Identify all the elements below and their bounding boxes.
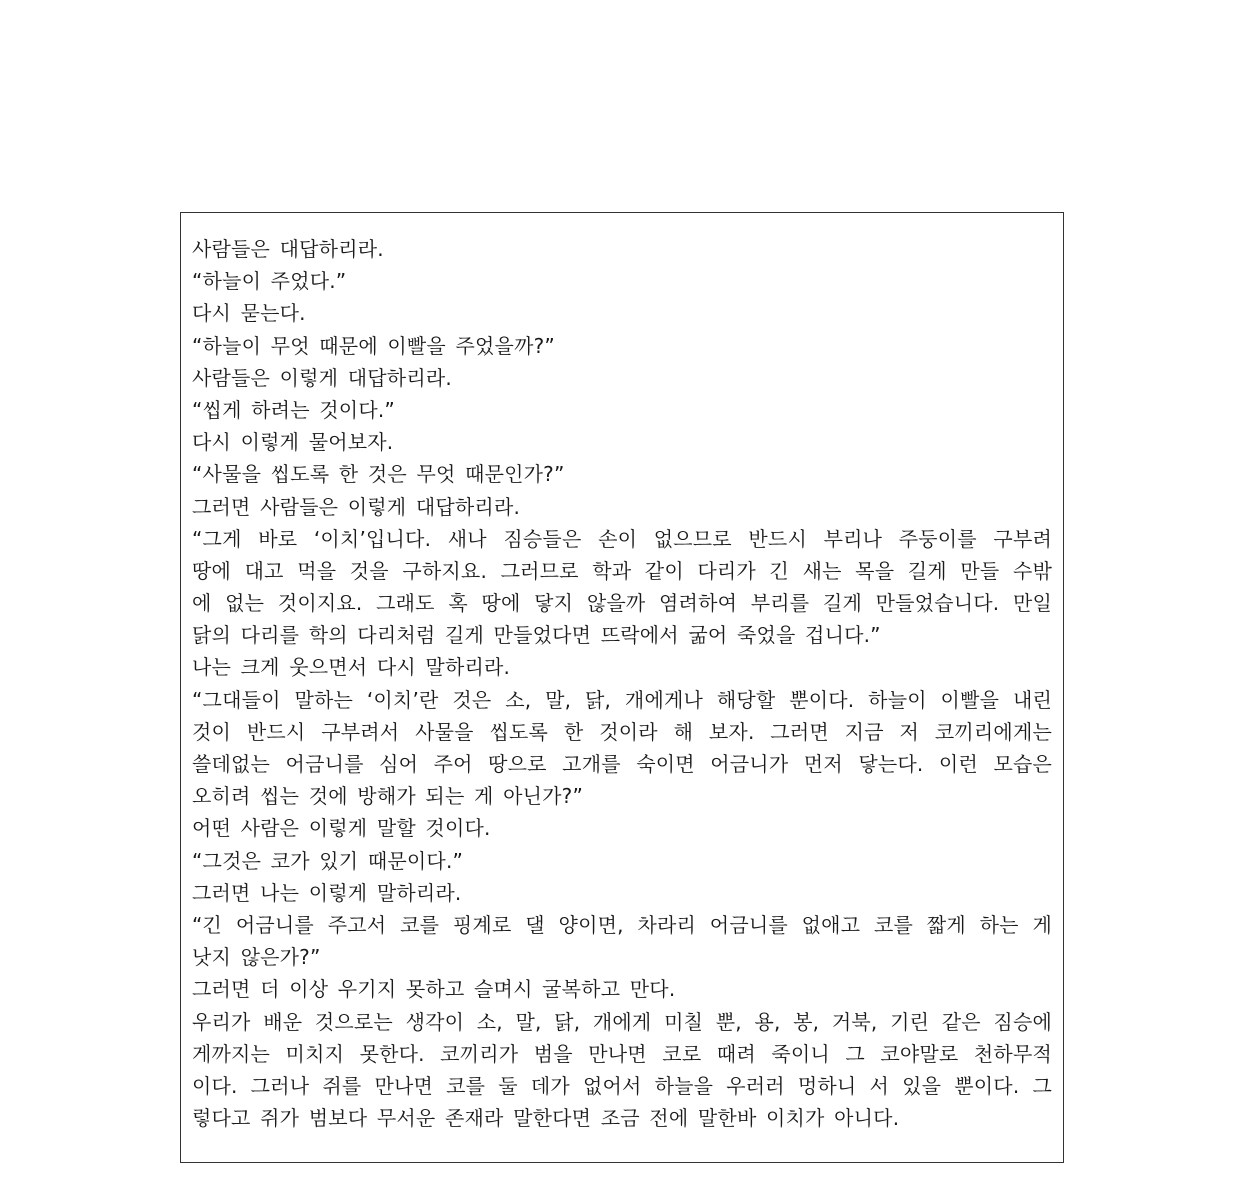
passage-line: 것이 반드시 구부려서 사물을 씹도록 한 것이라 해 보자. 그러면 지금 저 코끼리에게는 xyxy=(192,719,1052,744)
passage-line: “그것은 코가 있기 때문이다.” xyxy=(192,848,464,873)
passage-line: “하늘이 무엇 때문에 이빨을 주었을까?” xyxy=(192,333,555,358)
passage-text xyxy=(192,233,1052,1134)
passage-line: “사물을 씹도록 한 것은 무엇 때문인가?” xyxy=(192,462,565,487)
passage-line: 게까지는 미치지 못한다. 코끼리가 범을 만나면 코로 때려 죽이니 그 코야말로 천하무적 xyxy=(192,1041,1052,1066)
passage-line: 땅에 대고 먹을 것을 구하지요. 그러므로 학과 같이 다리가 긴 새는 목을 길게 만들 수밖 xyxy=(192,558,1052,583)
passage-line: “그게 바로 ‘이치’입니다. 새나 짐승들은 손이 없으므로 반드시 부리나 주둥이를 구부려 xyxy=(192,526,1052,551)
passage-line: 낫지 않은가?” xyxy=(192,945,321,970)
passage-line: 그러면 나는 이렇게 말하리라. xyxy=(192,880,462,905)
passage-line: 쓸데없는 어금니를 심어 주어 땅으로 고개를 숙이면 어금니가 먼저 닿는다. 이런 모습은 xyxy=(192,752,1052,776)
passage-line: 나는 크게 웃으면서 다시 말하리라. xyxy=(192,655,511,680)
passage-line: 닭의 다리를 학의 다리처럼 길게 만들었다면 뜨락에서 굶어 죽었을 겁니다.” xyxy=(192,623,881,648)
passage-line: “그대들이 말하는 ‘이치’란 것은 소, 말, 닭, 개에게나 해당할 뿐이다. 하늘이 이빨을 내린 xyxy=(192,687,1052,712)
passage-line: 에 없는 것이지요. 그래도 혹 땅에 닿지 않을까 염려하여 부리를 길게 만들었습니다. 만일 xyxy=(192,591,1052,616)
passage-line: 사람들은 대답하리라. xyxy=(192,237,384,261)
passage-line: 그러면 사람들은 이렇게 대답하리라. xyxy=(192,494,521,519)
passage-line: 사람들은 이렇게 대답하리라. xyxy=(192,365,452,390)
passage-line: 다시 이렇게 물어보자. xyxy=(192,430,394,455)
passage-line: 어떤 사람은 이렇게 말할 것이다. xyxy=(192,816,491,841)
passage-line: 우리가 배운 것으로는 생각이 소, 말, 닭, 개에게 미칠 뿐, 용, 봉, 거북, 기린 같은 짐승에 xyxy=(192,1009,1052,1034)
passage-line: “긴 어금니를 주고서 코를 핑계로 댈 양이면, 차라리 어금니를 없애고 코를 짧게 하는 게 xyxy=(192,912,1052,937)
passage-line: “하늘이 주었다.” xyxy=(192,269,347,294)
passage-line: 오히려 씹는 것에 방해가 되는 게 아닌가?” xyxy=(192,784,584,809)
passage-line: 다시 묻는다. xyxy=(192,301,306,326)
passage-box xyxy=(180,212,1064,1163)
passage-line: 그러면 더 이상 우기지 못하고 슬며시 굴복하고 만다. xyxy=(192,977,676,1002)
passage-line: 렇다고 쥐가 범보다 무서운 존재라 말한다면 조금 전에 말한바 이치가 아니다. xyxy=(192,1106,900,1131)
passage-line: “씹게 하려는 것이다.” xyxy=(192,397,395,422)
passage-line: 이다. 그러나 쥐를 만나면 코를 둘 데가 없어서 하늘을 우러러 멍하니 서 있을 뿐이다. 그 xyxy=(192,1073,1052,1098)
